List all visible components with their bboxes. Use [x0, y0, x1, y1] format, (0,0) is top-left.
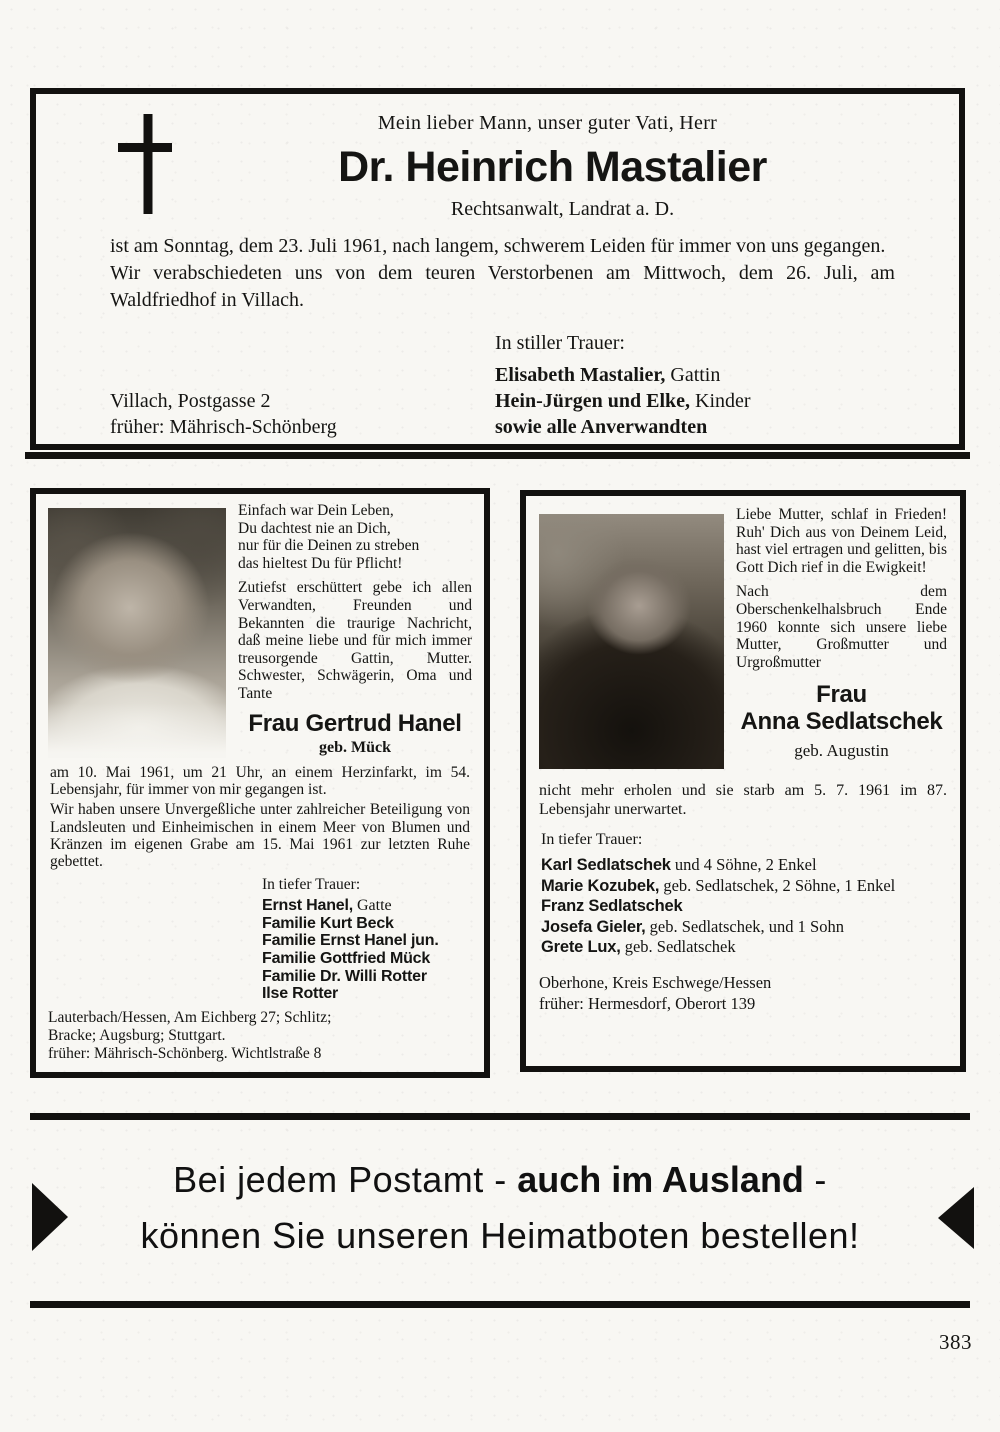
triangle-right-icon: [32, 1183, 68, 1251]
deceased-photo: [539, 514, 724, 769]
obituary-intro: Mein lieber Mann, unser guter Vati, Herr: [377, 112, 718, 134]
address-block: [110, 388, 337, 440]
mourning-label: In stiller Trauer:: [495, 332, 625, 354]
mourner-line: Hein-Jürgen und Elke, Kinder: [495, 390, 751, 412]
mourner-line: Karl Sedlatschek und 4 Söhne, 2 Enkel: [541, 855, 817, 874]
obituary-body: Wir verabschiedeten uns von dem teuren Verstorbenen am Mittwoch, dem 26. Juli, am Waldfriedhof in Villach.: [110, 262, 895, 311]
banner-line-1: Bei jedem Postamt - auch im Ausland -: [173, 1159, 827, 1200]
mourning-label: In tiefer Trauer:: [541, 831, 643, 848]
subscription-banner: [90, 1152, 910, 1264]
mourner-line: Familie Gottfried Mück: [262, 950, 431, 967]
mourner-line: sowie alle Anverwandten: [495, 416, 708, 438]
obituary-body: ist am Sonntag, dem 23. Juli 1961, nach langem, schwerem Leiden für immer von uns gegangen.: [110, 235, 886, 257]
address-line: Lauterbach/Hessen, Am Eichberg 27; Schlitz;: [48, 1008, 332, 1026]
memorial-verse: Einfach war Dein Leben, Du dachtest nie an Dich, nur für die Deinen zu streben das hieltest Du für Pflicht!: [238, 502, 420, 572]
mourner-line: Franz Sedlatschek: [541, 897, 683, 915]
text-column: [736, 506, 947, 769]
memorial-cross-icon: [112, 114, 176, 218]
address-line: früher: Hermesdorf, Oberort 139: [539, 993, 756, 1013]
deceased-title: Rechtsanwalt, Landrat a. D.: [450, 198, 675, 220]
mourning-label: In tiefer Trauer:: [262, 876, 361, 894]
obituary-footer: [110, 330, 895, 440]
address-block: [48, 1009, 472, 1063]
obituary-sedlatschek: [520, 490, 966, 1072]
mourner-line: Grete Lux, geb. Sedlatschek: [541, 937, 736, 956]
deceased-name: Dr. Heinrich Mastalier: [338, 143, 767, 191]
photo-text-row: [48, 502, 472, 758]
address-line: früher: Mährisch-Schönberg. Wichtlstraße 8: [48, 1044, 322, 1062]
maiden-name: geb. Mück: [319, 738, 391, 756]
mourning-block: [262, 876, 472, 1003]
deceased-name: Frau Gertrud Hanel: [248, 709, 462, 737]
mourning-block: [541, 831, 947, 958]
mourner-line: Familie Dr. Willi Rotter: [262, 967, 427, 985]
address-block: [539, 972, 947, 1014]
mourning-block: [495, 330, 895, 440]
horizontal-rule: [30, 1113, 970, 1120]
triangle-left-icon: [938, 1187, 974, 1249]
mourner-line: Ilse Rotter: [262, 985, 339, 1003]
mourner-line: Josefa Gieler, geb. Sedlatschek, und 1 Sohn: [541, 916, 844, 936]
text-column: [238, 502, 472, 758]
obituary-body: Wir haben unsere Unvergeßliche unter zahlreicher Beteiligung von Landsleuten und Einheimischen in einem Meer von Blumen und Kränzen im eigenen Grabe am 15. Mai 1961 zur letzten Ruhe gebettet.: [50, 801, 470, 871]
address-line: Oberhone, Kreis Eschwege/Hessen: [539, 972, 772, 992]
banner-line-2: können Sie unseren Heimatboten bestellen!: [140, 1215, 860, 1256]
obituary-body: nicht mehr erholen und sie starb am 5. 7. 1961 im 87. Lebensjahr unerwartet.: [539, 782, 947, 818]
mourner-line: Ernst Hanel, Gatte: [262, 897, 392, 915]
announcement-text: Nach dem Oberschenkelhalsbruch Ende 1960 konnte sich unsere liebe Mutter, Großmutter und Urgroßmutter: [736, 583, 947, 671]
obituary-body: am 10. Mai 1961, um 21 Uhr, an einem Herzinfarkt, im 54. Lebensjahr, für immer von mir gegangen ist.: [50, 764, 470, 799]
address-line: Bracke; Augsburg; Stuttgart.: [48, 1026, 226, 1044]
deceased-photo: [48, 508, 226, 758]
deceased-name: Frau: [816, 681, 867, 709]
mourner-line: Marie Kozubek, geb. Sedlatschek, 2 Söhne, 1 Enkel: [541, 875, 896, 895]
mourner-line: Familie Kurt Beck: [262, 914, 394, 932]
obituary-mastalier: [30, 88, 965, 450]
horizontal-rule: [25, 452, 970, 459]
obituary-hanel: [30, 488, 490, 1078]
mourner-line: Familie Ernst Hanel jun.: [262, 932, 439, 950]
memorial-verse: Liebe Mutter, schlaf in Frieden! Ruh' Dich aus von Deinem Leid, hast viel ertragen und gelitten, bis Gott Dich rief in die Ewigkeit!: [736, 506, 947, 576]
mourner-line: Elisabeth Mastalier, Gattin: [495, 364, 721, 386]
deceased-name: Anna Sedlatschek: [740, 708, 943, 736]
address-line: Villach, Postgasse 2: [110, 390, 271, 412]
maiden-name: geb. Augustin: [794, 741, 889, 761]
announcement-text: Zutiefst erschüttert gebe ich allen Verwandten, Freunden und Bekannten die traurige Nachricht, daß meine liebe und für mich immer treusorgende Gattin, Mutter. Schwester, Schwägerin, Oma und Tante: [238, 579, 472, 702]
photo-text-row: [539, 506, 947, 769]
horizontal-rule: [30, 1301, 970, 1308]
page-number: 383: [939, 1330, 972, 1354]
address-line: früher: Mährisch-Schönberg: [110, 416, 337, 438]
